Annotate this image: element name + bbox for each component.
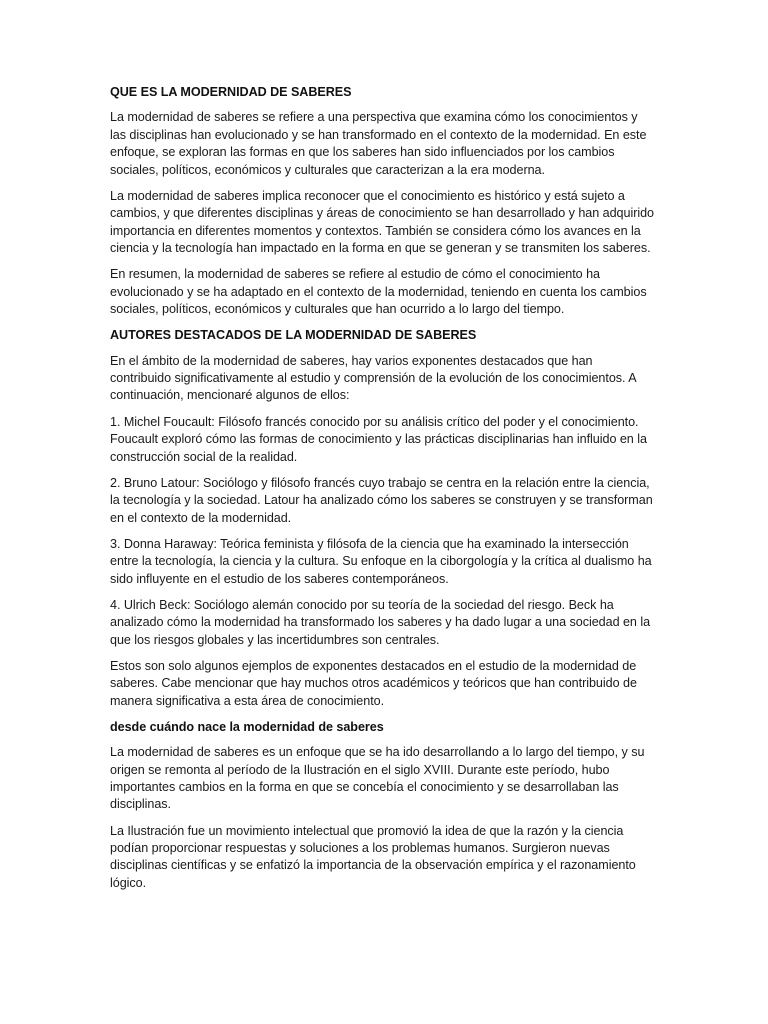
section-heading: AUTORES DESTACADOS DE LA MODERNIDAD DE SABERES bbox=[110, 328, 477, 343]
paragraph: La Ilustración fue un movimiento intelectual que promovió la idea de que la razón y la ciencia podían proporcionar respuestas y soluciones a los problemas humanos. Surgieron nuevas disciplinas científicas y se enfatizó la importancia de la observación empírica y el razonamiento lógico. bbox=[110, 823, 636, 890]
list-item: 1. Michel Foucault: Filósofo francés conocido por su análisis crítico del poder y el conocimiento. Foucault exploró cómo las formas de conocimiento y las prácticas disciplinarias han influido en la construcción social de la realidad. bbox=[110, 414, 647, 464]
paragraph: En el ámbito de la modernidad de saberes, hay varios exponentes destacados que han contribuido significativamente al estudio y comprensión de la evolución de los conocimientos. A continuación, mencionaré algunos de ellos: bbox=[110, 353, 636, 403]
section-autores bbox=[110, 327, 656, 710]
list-item: 4. Ulrich Beck: Sociólogo alemán conocido por su teoría de la sociedad del riesgo. Beck ha analizado cómo la modernidad ha transformado los saberes y ha dado lugar a una sociedad en la que los riesgos globales y las incertidumbres son centrales. bbox=[110, 597, 651, 647]
paragraph: En resumen, la modernidad de saberes se refiere al estudio de cómo el conocimiento ha evolucionado y se ha adaptado en el contexto de la modernidad, teniendo en cuenta los cambios sociales, políticos, económicos y culturales que han ocurrido a lo largo del tiempo. bbox=[110, 267, 647, 317]
paragraph: La modernidad de saberes implica reconocer que el conocimiento es histórico y está sujeto a cambios, y que diferentes disciplinas y áreas de conocimiento se han desarrollado y han adquirido importancia en diferentes momentos y contextos. También se considera cómo los avances en la ciencia y la tecnología han impactado en la forma en que se generan y se transmiten los saberes. bbox=[110, 188, 655, 256]
paragraph: Estos son solo algunos ejemplos de exponentes destacados en el estudio de la modernidad de saberes. Cabe mencionar que hay muchos otros académicos y teóricos que han contribuido de manera significativa a esta área de conocimiento. bbox=[110, 658, 637, 708]
list-item: 3. Donna Haraway: Teórica feminista y filósofa de la ciencia que ha examinado la intersección entre la tecnología, la ciencia y la cultura. Su enfoque en la ciborgología y la crítica al dualismo ha sido influyente en el estudio de los saberes contemporáneos. bbox=[110, 536, 652, 586]
section-origen bbox=[110, 719, 656, 892]
paragraph: La modernidad de saberes se refiere a una perspectiva que examina cómo los conocimientos y las disciplinas han evolucionado y se han transformado en el contexto de la modernidad. En este enfoque, se exploran las formas en que los saberes han sido influenciados por los cambios sociales, políticos, económicos y culturales que caracterizan a la era moderna. bbox=[110, 110, 647, 177]
section-heading: desde cuándo nace la modernidad de saberes bbox=[110, 719, 384, 734]
section-heading: QUE ES LA MODERNIDAD DE SABERES bbox=[110, 85, 352, 99]
document-page bbox=[110, 84, 656, 901]
list-item: 2. Bruno Latour: Sociólogo y filósofo francés cuyo trabajo se centra en la relación entre la ciencia, la tecnología y la sociedad. Latour ha analizado cómo los saberes se construyen y se transforman en el contexto de la modernidad. bbox=[110, 475, 653, 525]
paragraph: La modernidad de saberes es un enfoque que se ha ido desarrollando a lo largo del tiempo, y su origen se remonta al período de la Ilustración en el siglo XVIII. Durante este período, hubo importantes cambios en la forma en que se concebía el conocimiento y se desarrollaban las disciplinas. bbox=[110, 745, 645, 812]
section-modernidad bbox=[110, 84, 656, 318]
